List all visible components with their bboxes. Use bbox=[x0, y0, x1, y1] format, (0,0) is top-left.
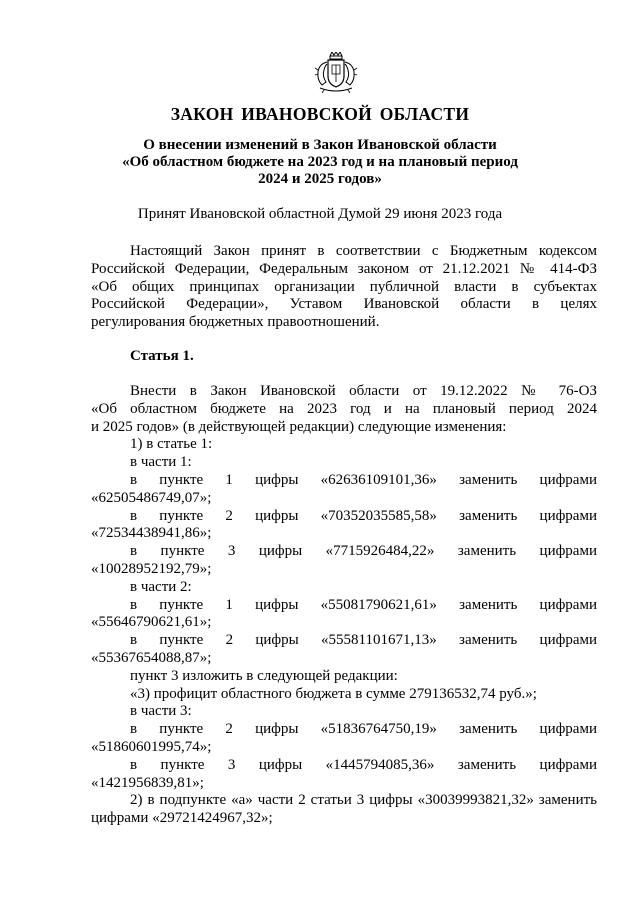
text-line: Внести в Закон Ивановской области от 19.12.2022 № 76-ОЗ bbox=[130, 383, 597, 399]
text-line: в части 1: bbox=[130, 454, 192, 471]
text-line: в пункте 1 цифры «62636109101,36» заменить цифрами bbox=[130, 471, 597, 488]
text-line: пункт 3 изложить в следующей редакции: bbox=[130, 667, 398, 684]
text-line: Настоящий Закон принят в соответствии с Бюджетным кодексом bbox=[130, 243, 597, 259]
text-line: «1421956839,81»; bbox=[91, 774, 204, 791]
text-line: Российской Федерации, Федеральным законом от 21.12.2021 № 414-ФЗ bbox=[91, 260, 597, 277]
text-line: «10028952192,79»; bbox=[91, 560, 212, 577]
text-line: и 2025 годов» (в действующей редакции) следующие изменения: bbox=[91, 418, 507, 435]
subtitle-line: 2024 и 2025 годов» bbox=[258, 171, 382, 187]
text-line: регулирования бюджетных правоотношений. bbox=[91, 314, 380, 331]
text-line: в части 2: bbox=[130, 578, 192, 595]
text-line: Российской Федерации», Уставом Ивановской области в целях bbox=[91, 296, 597, 313]
text-line: 1) в статье 1: bbox=[130, 436, 213, 453]
text-line: в пункте 3 цифры «1445794085,36» заменить цифрами bbox=[130, 756, 597, 773]
text-line: в пункте 2 цифры «70352035585,58» заменить цифрами bbox=[130, 507, 597, 524]
subtitle-line: «Об областном бюджете на 2023 год и на плановый период bbox=[122, 154, 518, 170]
adoption-statement: Принят Ивановской областной Думой 29 июня 2023 года bbox=[137, 206, 503, 222]
text-line: «55367654088,87»; bbox=[91, 649, 212, 666]
text-line: «3) профицит областного бюджета в сумме 279136532,74 руб.»; bbox=[130, 685, 537, 702]
preamble-paragraph bbox=[91, 243, 597, 332]
article-body bbox=[91, 383, 597, 828]
text-line: в пункте 2 цифры «55581101671,13» заменить цифрами bbox=[130, 632, 597, 649]
text-line: «62505486749,07»; bbox=[91, 489, 212, 506]
text-line: «Об общих принципах организации публичной власти в субъектах bbox=[91, 278, 597, 295]
law-title: ЗАКОН ИВАНОВСКОЙ ОБЛАСТИ bbox=[170, 104, 470, 124]
text-line: в пункте 2 цифры «51836764750,19» заменить цифрами bbox=[130, 721, 597, 738]
text-line: цифрами «29721424967,32»; bbox=[91, 810, 273, 827]
ivanovo-coat-of-arms-icon bbox=[314, 52, 358, 94]
article-heading: Статья 1. bbox=[130, 348, 194, 364]
law-subtitle bbox=[0, 137, 640, 188]
text-line: 2) в подпункте «а» части 2 статьи 3 цифры «30039993821,32» заменить bbox=[130, 792, 597, 809]
text-line: «72534438941,86»; bbox=[91, 525, 212, 542]
text-line: «Об областном бюджете на 2023 год и на плановый период 2024 bbox=[91, 400, 597, 417]
text-line: в пункте 1 цифры «55081790621,61» заменить цифрами bbox=[130, 596, 597, 613]
text-line: в части 3: bbox=[130, 703, 192, 720]
text-line: «51860601995,74»; bbox=[91, 738, 212, 755]
text-line: в пункте 3 цифры «7715926484,22» заменить цифрами bbox=[130, 543, 597, 560]
text-line: «55646790621,61»; bbox=[91, 614, 212, 631]
subtitle-line: О внесении изменений в Закон Ивановской области bbox=[143, 137, 497, 153]
